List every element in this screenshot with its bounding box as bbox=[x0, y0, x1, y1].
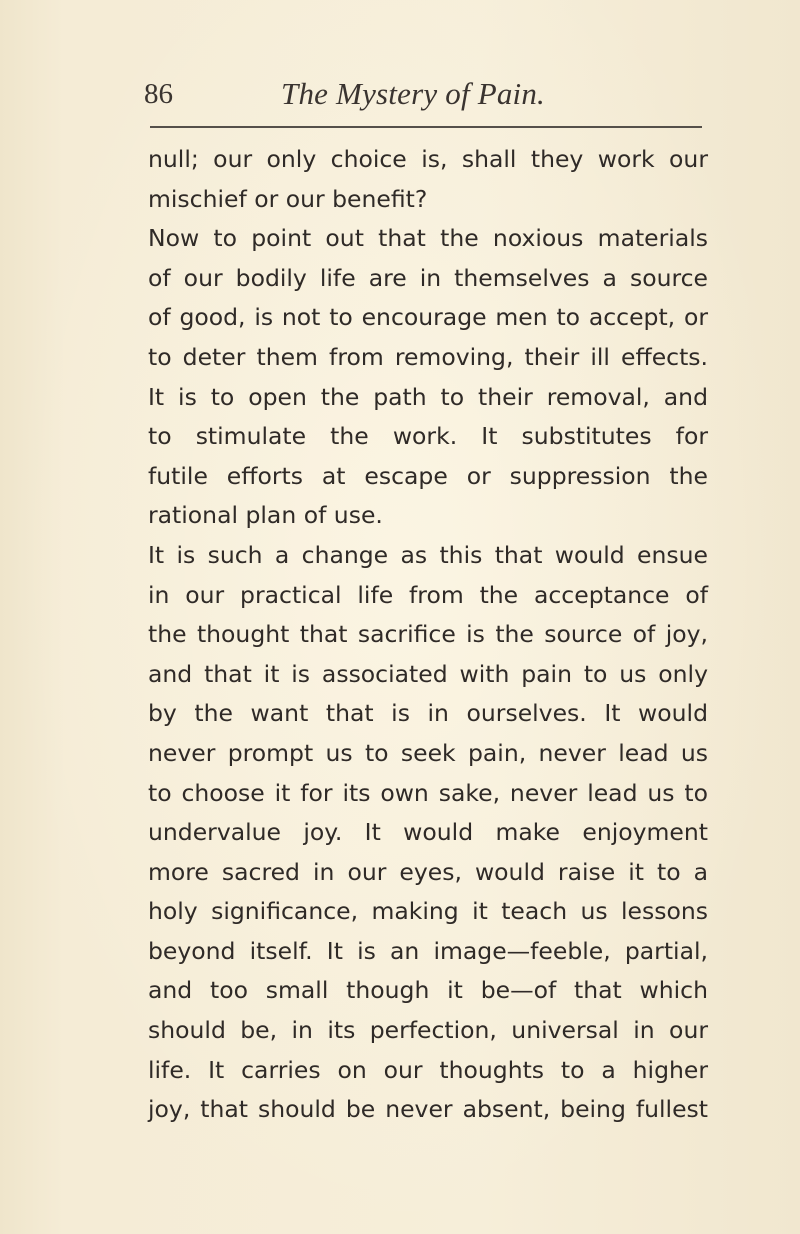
text-line: beyond itself. It is an image—feeble, partial, bbox=[148, 936, 708, 965]
header-rule bbox=[150, 126, 702, 128]
body-text bbox=[148, 140, 708, 1130]
text-line: the thought that sacrifice is the source of joy, bbox=[148, 620, 708, 649]
text-line: rational plan of use. bbox=[148, 501, 383, 530]
text-line: Now to point out that the noxious materials bbox=[148, 224, 708, 253]
text-line: undervalue joy. It would make enjoyment bbox=[148, 818, 708, 847]
text-line: of good, is not to encourage men to accept, or bbox=[148, 303, 708, 332]
text-line: more sacred in our eyes, would raise it to a bbox=[148, 857, 708, 886]
text-line: holy significance, making it teach us lessons bbox=[148, 897, 708, 926]
text-line: in our practical life from the acceptance of bbox=[148, 580, 708, 609]
text-line: never prompt us to seek pain, never lead us bbox=[148, 738, 708, 767]
text-line: to choose it for its own sake, never lead us to bbox=[148, 778, 708, 807]
text-line: life. It carries on our thoughts to a higher bbox=[148, 1055, 708, 1084]
text-line: should be, in its perfection, universal in our bbox=[148, 1016, 708, 1045]
text-line: It is to open the path to their removal, and bbox=[148, 382, 708, 411]
text-line: joy, that should be never absent, being fullest bbox=[148, 1095, 708, 1124]
running-title: The Mystery of Pain. bbox=[281, 76, 546, 111]
text-line: mischief or our benefit? bbox=[148, 184, 428, 213]
text-line: and that it is associated with pain to us only bbox=[148, 659, 708, 688]
running-head bbox=[140, 72, 710, 122]
text-line: to deter them from removing, their ill effects. bbox=[148, 342, 708, 371]
text-line: It is such a change as this that would ensue bbox=[148, 540, 708, 569]
page-number: 86 bbox=[144, 78, 173, 110]
text-line: to stimulate the work. It substitutes for bbox=[148, 422, 708, 451]
text-line: by the want that is in ourselves. It would bbox=[148, 699, 708, 728]
text-line: futile efforts at escape or suppression the bbox=[148, 461, 708, 490]
text-line: null; our only choice is, shall they work our bbox=[148, 145, 708, 173]
text-line: of our bodily life are in themselves a source bbox=[148, 263, 708, 292]
text-line: and too small though it be—of that which bbox=[148, 976, 708, 1005]
